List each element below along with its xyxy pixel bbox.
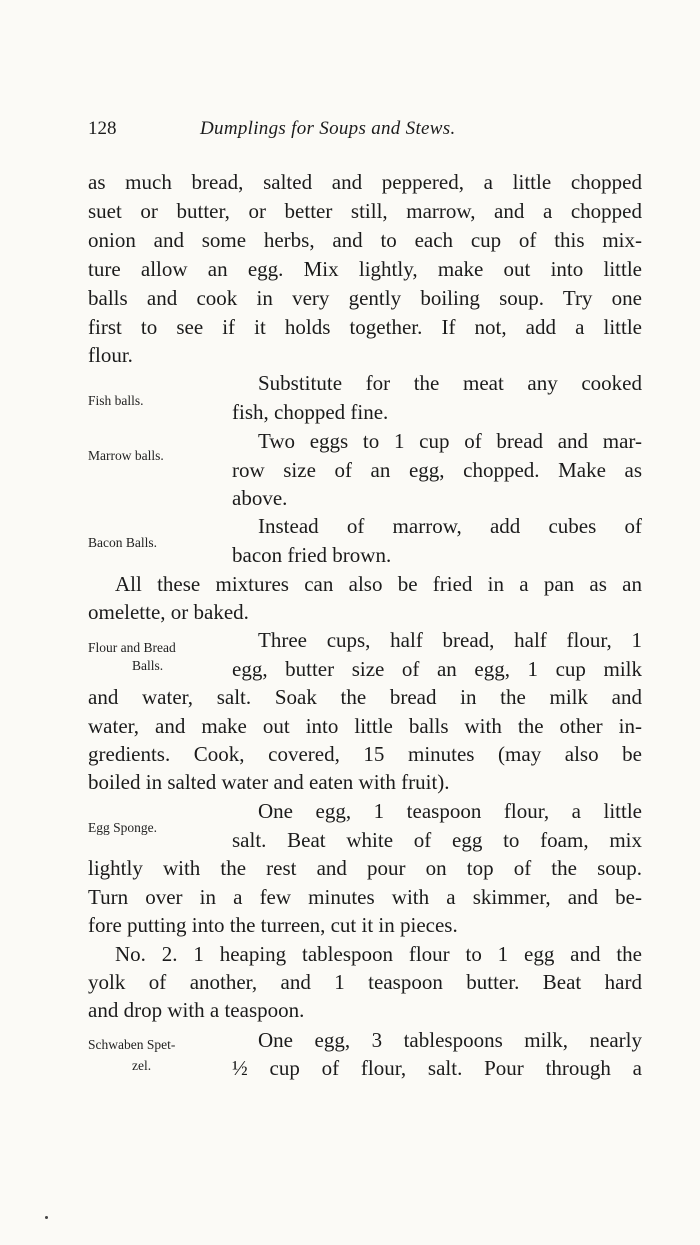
text-line: ture allow an egg. Mix lightly, make out into little	[88, 257, 642, 281]
text-line: One egg, 3 tablespoons milk, nearly	[258, 1028, 642, 1052]
text-line: flour.	[88, 343, 133, 367]
margin-note-flour-bread: Flour and Bread	[88, 640, 176, 655]
text-line: above.	[232, 486, 288, 510]
page-number: 128	[88, 118, 117, 139]
text-line: as much bread, salted and peppered, a little chopped	[88, 170, 642, 194]
margin-note-flour-bread-balls: Balls.	[132, 658, 164, 673]
text-line: Substitute for the meat any cooked	[258, 371, 642, 395]
text-line: Three cups, half bread, half flour, 1	[258, 628, 642, 652]
margin-note-schwaben: Schwaben Spet-	[88, 1037, 176, 1052]
text-line: bacon fried brown.	[232, 543, 392, 567]
text-line: water, and make out into little balls with the other in-	[88, 714, 642, 738]
text-line: and water, salt. Soak the bread in the milk and	[88, 685, 642, 709]
text-line: All these mixtures can also be fried in a pan as an	[115, 572, 642, 596]
text-line: fish, chopped fine.	[232, 400, 389, 424]
text-line: One egg, 1 teaspoon flour, a little	[258, 799, 642, 823]
text-line: first to see if it holds together. If not, add a little	[88, 315, 642, 339]
margin-note-marrow-balls: Marrow balls.	[88, 448, 164, 463]
text-line: fore putting into the turreen, cut it in pieces.	[88, 913, 458, 937]
text-line: Two eggs to 1 cup of bread and mar-	[258, 429, 642, 453]
text-line: Instead of marrow, add cubes of	[258, 514, 642, 538]
text-line: onion and some herbs, and to each cup of this mix-	[88, 228, 642, 252]
margin-note-fish-balls: Fish balls.	[88, 393, 144, 408]
page-header	[88, 118, 648, 152]
text-line: boiled in salted water and eaten with fruit).	[88, 770, 450, 794]
text-line: gredients. Cook, covered, 15 minutes (may also be	[88, 742, 642, 766]
ink-speck	[45, 1216, 48, 1219]
text-line: No. 2. 1 heaping tablespoon flour to 1 egg and the	[115, 942, 642, 966]
text-line: salt. Beat white of egg to foam, mix	[232, 828, 642, 852]
text-line: suet or butter, or better still, marrow, and a chopped	[88, 199, 642, 223]
margin-note-egg-sponge: Egg Sponge.	[88, 820, 157, 835]
text-line: lightly with the rest and pour on top of the soup.	[88, 856, 642, 880]
margin-note-bacon-balls: Bacon Balls.	[88, 535, 157, 550]
running-title: Dumplings for Soups and Stews.	[200, 118, 456, 139]
text-line: omelette, or baked.	[88, 600, 249, 624]
text-line: ½ cup of flour, salt. Pour through a	[232, 1056, 642, 1080]
text-line: Turn over in a few minutes with a skimmer, and be-	[88, 885, 642, 909]
text-line: yolk of another, and 1 teaspoon butter. Beat hard	[88, 970, 642, 994]
text-line: row size of an egg, chopped. Make as	[232, 458, 642, 482]
text-line: balls and cook in very gently boiling soup. Try one	[88, 286, 642, 310]
margin-note-schwaben-zel: zel.	[132, 1058, 152, 1073]
text-line: and drop with a teaspoon.	[88, 998, 305, 1022]
text-line: egg, butter size of an egg, 1 cup milk	[232, 657, 642, 681]
